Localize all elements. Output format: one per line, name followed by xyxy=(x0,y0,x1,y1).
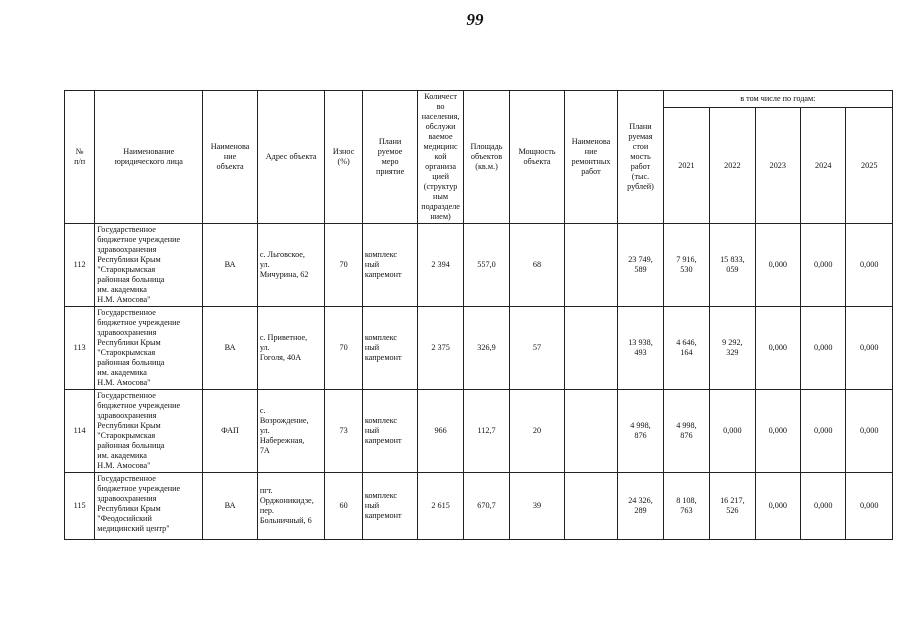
cell-planned-cost: 4 998, 876 xyxy=(618,390,663,473)
header-measure: Плани руемое меро приятие xyxy=(362,91,418,224)
cell-measure: комплекс ный капремонт xyxy=(362,473,418,540)
cell-year-2022: 16 217, 526 xyxy=(710,473,755,540)
cell-object-name: ФАП xyxy=(203,390,258,473)
table-row xyxy=(65,307,893,390)
table-row xyxy=(65,473,893,540)
cell-capacity: 68 xyxy=(510,224,565,307)
cell-planned-cost: 24 326, 289 xyxy=(618,473,663,540)
header-object-name: Наименова ние объекта xyxy=(203,91,258,224)
header-planned-cost: Плани руемая стои мость работ (тыс. рублей) xyxy=(618,91,663,224)
cell-year-2022: 9 292, 329 xyxy=(710,307,755,390)
header-population: Количест во населения, обслужи ваемое медицинс кой организа цией (структур ным подразделе нием) xyxy=(418,91,463,224)
header-legal-entity: Наименование юридического лица xyxy=(95,91,203,224)
cell-object-name: ВА xyxy=(203,307,258,390)
cell-year-2024: 0,000 xyxy=(801,307,846,390)
cell-area: 670,7 xyxy=(463,473,509,540)
header-year: 2023 xyxy=(755,108,800,224)
cell-area: 326,9 xyxy=(463,307,509,390)
cell-wear: 60 xyxy=(325,473,362,540)
cell-repair-name xyxy=(564,307,618,390)
cell-wear: 73 xyxy=(325,390,362,473)
cell-address: с. Возрождение, ул. Набережная, 7А xyxy=(257,390,325,473)
cell-legal-entity: Государственное бюджетное учреждение здравоохранения Республики Крым "Старокрымская районная больница им. академика Н.М. Амосова" xyxy=(95,307,203,390)
cell-year-2023: 0,000 xyxy=(755,224,800,307)
cell-year-2021: 7 916, 530 xyxy=(663,224,709,307)
cell-year-2022: 0,000 xyxy=(710,390,755,473)
cell-year-2024: 0,000 xyxy=(801,224,846,307)
cell-capacity: 39 xyxy=(510,473,565,540)
cell-measure: комплекс ный капремонт xyxy=(362,307,418,390)
cell-address: с. Льговское, ул. Мичурина, 62 xyxy=(257,224,325,307)
cell-planned-cost: 13 938, 493 xyxy=(618,307,663,390)
cell-area: 112,7 xyxy=(463,390,509,473)
cell-year-2025: 0,000 xyxy=(846,390,893,473)
header-num: № п/п xyxy=(65,91,95,224)
cell-legal-entity: Государственное бюджетное учреждение здравоохранения Республики Крым "Старокрымская районная больница им. академика Н.М. Амосова" xyxy=(95,390,203,473)
cell-year-2021: 8 108, 763 xyxy=(663,473,709,540)
table-row xyxy=(65,224,893,307)
cell-population: 2 615 xyxy=(418,473,463,540)
cell-year-2025: 0,000 xyxy=(846,307,893,390)
cell-year-2024: 0,000 xyxy=(801,390,846,473)
header-repair-name: Наименова ние ремонтных работ xyxy=(564,91,618,224)
cell-population: 966 xyxy=(418,390,463,473)
repair-program-table xyxy=(64,90,893,540)
cell-area: 557,0 xyxy=(463,224,509,307)
cell-wear: 70 xyxy=(325,224,362,307)
header-year: 2022 xyxy=(710,108,755,224)
cell-capacity: 57 xyxy=(510,307,565,390)
header-wear: Износ (%) xyxy=(325,91,362,224)
header-years-group: в том числе по годам: xyxy=(663,91,892,108)
cell-measure: комплекс ный капремонт xyxy=(362,224,418,307)
cell-year-2023: 0,000 xyxy=(755,390,800,473)
header-year: 2024 xyxy=(801,108,846,224)
cell-legal-entity: Государственное бюджетное учреждение здравоохранения Республики Крым "Старокрымская районная больница им. академика Н.М. Амосова" xyxy=(95,224,203,307)
cell-num: 112 xyxy=(65,224,95,307)
cell-year-2025: 0,000 xyxy=(846,224,893,307)
cell-population: 2 375 xyxy=(418,307,463,390)
cell-num: 115 xyxy=(65,473,95,540)
cell-repair-name xyxy=(564,473,618,540)
table-row xyxy=(65,390,893,473)
cell-year-2021: 4 646, 164 xyxy=(663,307,709,390)
cell-repair-name xyxy=(564,224,618,307)
header-year: 2021 xyxy=(663,108,709,224)
page-number: 99 xyxy=(466,10,484,29)
cell-planned-cost: 23 749, 589 xyxy=(618,224,663,307)
cell-year-2025: 0,000 xyxy=(846,473,893,540)
cell-year-2021: 4 998, 876 xyxy=(663,390,709,473)
cell-repair-name xyxy=(564,390,618,473)
cell-object-name: ВА xyxy=(203,473,258,540)
cell-num: 114 xyxy=(65,390,95,473)
cell-year-2022: 15 833, 059 xyxy=(710,224,755,307)
cell-year-2024: 0,000 xyxy=(801,473,846,540)
cell-capacity: 20 xyxy=(510,390,565,473)
cell-address: с. Приветное, ул. Гоголя, 40А xyxy=(257,307,325,390)
header-area: Площадь объектов (кв.м.) xyxy=(463,91,509,224)
cell-measure: комплекс ный капремонт xyxy=(362,390,418,473)
cell-year-2023: 0,000 xyxy=(755,307,800,390)
header-address: Адрес объекта xyxy=(257,91,325,224)
cell-legal-entity: Государственное бюджетное учреждение здравоохранения Республики Крым "Феодосийский медицинский центр" xyxy=(95,473,203,540)
cell-wear: 70 xyxy=(325,307,362,390)
header-capacity: Мощность объекта xyxy=(510,91,565,224)
cell-address: пгт. Орджоникидзе, пер. Больничный, 6 xyxy=(257,473,325,540)
header-year: 2025 xyxy=(846,108,893,224)
cell-object-name: ВА xyxy=(203,224,258,307)
cell-population: 2 394 xyxy=(418,224,463,307)
cell-num: 113 xyxy=(65,307,95,390)
cell-year-2023: 0,000 xyxy=(755,473,800,540)
